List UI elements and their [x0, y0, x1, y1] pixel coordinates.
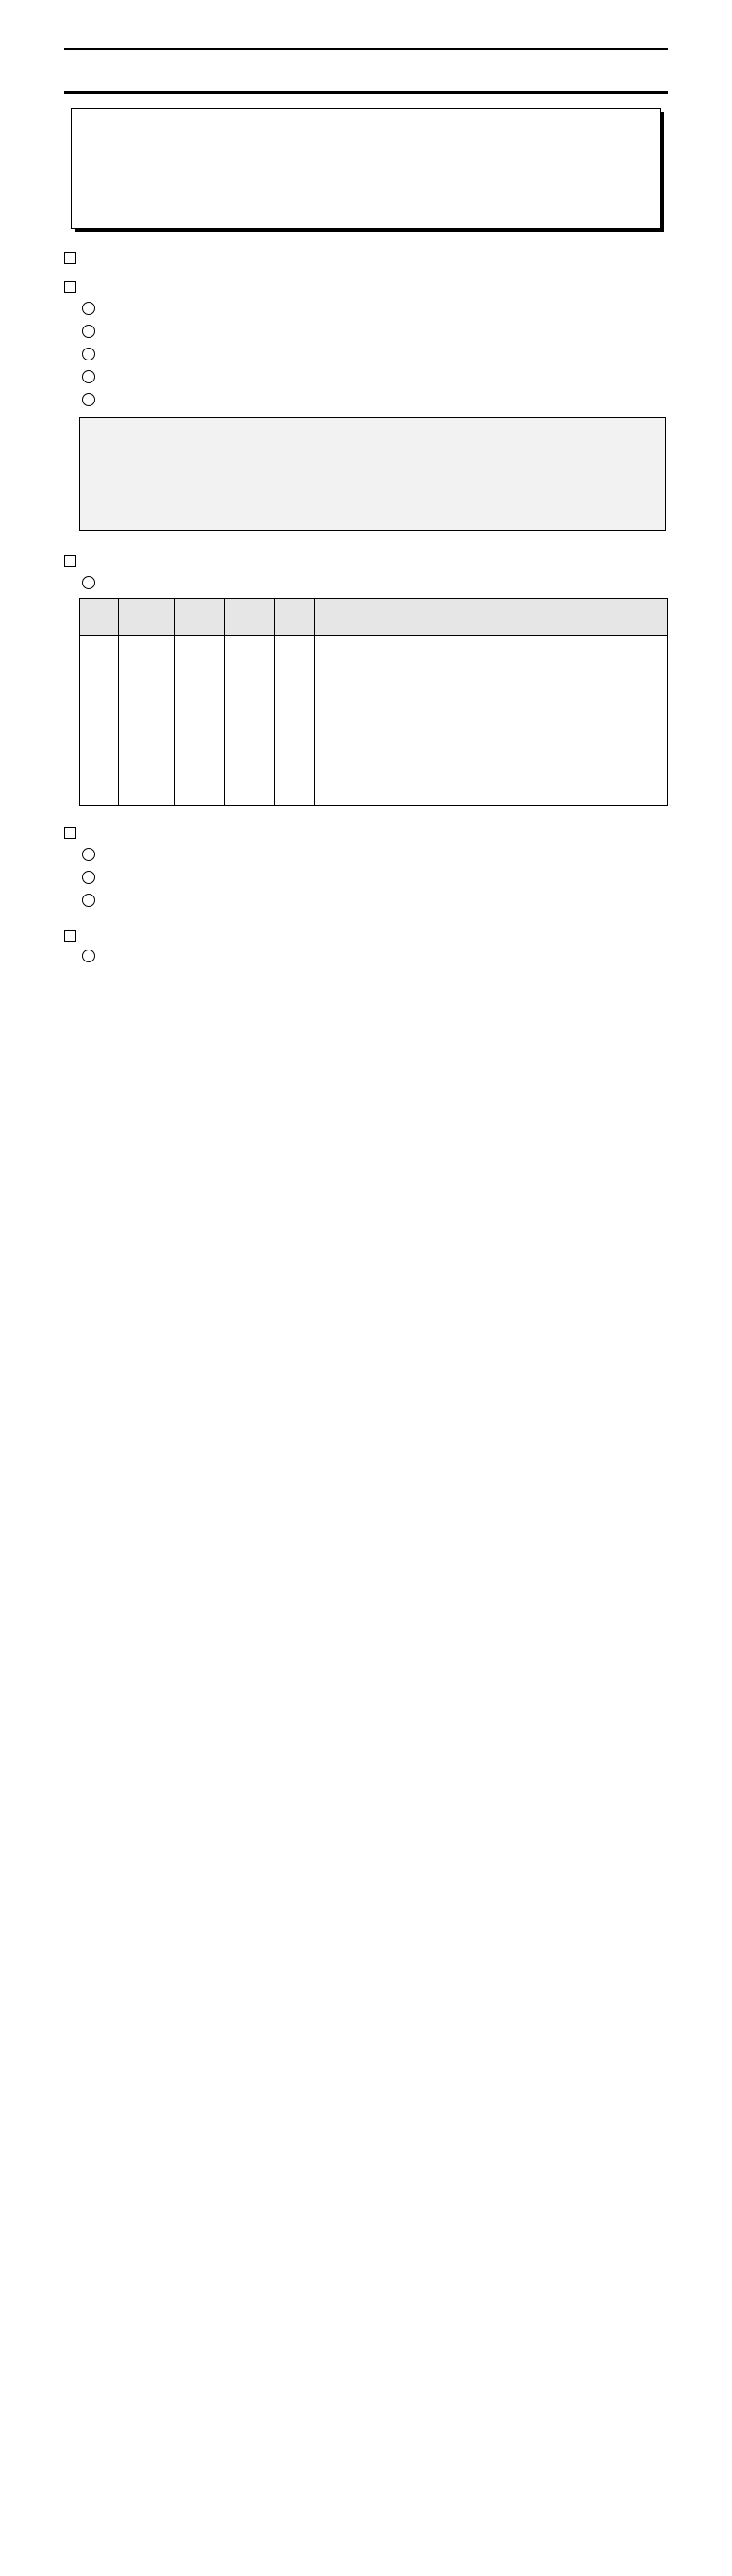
section-overview: [64, 552, 81, 569]
square-bullet-icon: [64, 281, 76, 293]
overview-table: [79, 598, 668, 806]
section-employment-type: [64, 249, 81, 266]
table-header: [119, 599, 175, 636]
table-cell: [275, 636, 315, 806]
list-item: [82, 302, 102, 317]
list-item: [82, 894, 102, 909]
table-cell: [80, 636, 119, 806]
table-header: [275, 599, 315, 636]
list-item: [82, 950, 102, 965]
list-item: [82, 576, 102, 592]
circle-bullet-icon: [82, 325, 95, 338]
circle-bullet-icon: [82, 348, 95, 360]
list-item: [82, 393, 102, 409]
circle-bullet-icon: [82, 393, 95, 406]
square-bullet-icon: [64, 930, 76, 942]
square-bullet-icon: [64, 555, 76, 567]
table-header: [80, 599, 119, 636]
intro-box: [71, 108, 661, 229]
list-item: [82, 325, 102, 340]
circle-bullet-icon: [82, 848, 95, 861]
circle-bullet-icon: [82, 302, 95, 315]
table-header: [175, 599, 225, 636]
list-item: [82, 848, 102, 864]
title-bottom-rule: [64, 91, 668, 94]
list-item: [82, 370, 102, 386]
square-bullet-icon: [64, 252, 76, 264]
table-cell: [119, 636, 175, 806]
duties-cell: [315, 636, 668, 806]
circle-bullet-icon: [82, 950, 95, 962]
circle-bullet-icon: [82, 894, 95, 907]
list-item: [82, 348, 102, 363]
list-item: [82, 871, 102, 886]
disqualification-box: [79, 417, 666, 531]
table-cell: [175, 636, 225, 806]
table-cell: [225, 636, 275, 806]
square-bullet-icon: [64, 827, 76, 839]
section-welfare: [64, 823, 81, 841]
circle-bullet-icon: [82, 871, 95, 884]
circle-bullet-icon: [82, 370, 95, 383]
circle-bullet-icon: [82, 576, 95, 589]
title-top-rule: [64, 48, 668, 50]
table-header: [225, 599, 275, 636]
table-header: [315, 599, 668, 636]
section-duties: [64, 927, 81, 944]
section-qualifications: [64, 277, 81, 295]
